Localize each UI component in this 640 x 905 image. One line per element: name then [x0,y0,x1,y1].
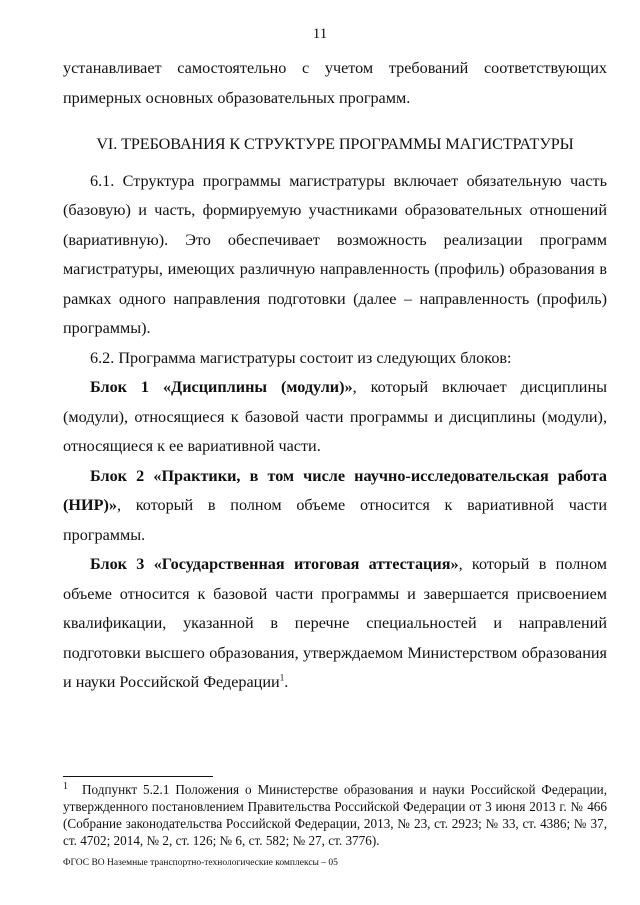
paragraph-block-3: Блок 3 «Государственная итоговая аттестация», который в полном объеме относится к базовой части программы и завершается присвоением квалификации, указанной в перечне специальностей и направлений подготовки высшего образования, утверждаемом Министерством образования и науки Российской Федерации$^1$. [63,555,607,691]
paragraph-block-1 [63,373,607,462]
block-2-text: , который в полном объеме относится к вариативной части программы. [63,496,607,544]
paragraph-block-2 [63,462,607,551]
footnote [63,781,607,849]
paragraph-6-2: 6.2. Программа магистратуры состоит из следующих блоков: [90,348,512,367]
section-heading: VI. ТРЕБОВАНИЯ К СТРУКТУРЕ ПРОГРАММЫ МАГИСТРАТУРЫ [96,135,574,153]
footnote-reference: 1 [279,672,285,683]
footnote-mark: 1 [63,780,68,792]
block-3-text: , который в полном объеме относится к базовой части программы и завершается присвоением квалификации, указанной в перечне специальностей и направлений подготовки высшего образования, утверждаемом Министерством образования и науки Российской Федерации [63,555,607,691]
paragraph-6-1: 6.1. Структура программы магистратуры включает обязательную часть (базовую) и часть, формируемую участниками образовательных отношений (вариативную). Это обеспечивает возможность реализации программ магистратуры, имеющих различную направленность (профиль) образования в рамках одного направления подготовки (далее – направленность (профиль) программы). [63,171,607,337]
document-footer: ФГОС ВО Наземные транспортно-технологические комплексы – 05 [63,858,338,868]
block-1-text: , который включает дисциплины (модули), относящиеся к базовой части программы и дисциплины (модули), относящиеся к ее вариативной части. [63,378,607,455]
block-1-title: Блок 1 «Дисциплины (модули)» [90,378,353,396]
block-3-title: Блок 3 «Государственная итоговая аттестация» [90,555,459,573]
block-2-title: Блок 2 «Практики, в том числе научно-исследовательская работа (НИР)» [63,466,607,514]
paragraph-continuation: устанавливает самостоятельно с учетом требований соответствующих примерных основных образовательных программ. [63,59,607,107]
document-body [63,54,607,698]
footnote-text: Подпункт 5.2.1 Положения о Министерстве образования и науки Российской Федерации, утвержденного постановлением Правительства Российской Федерации от 3 июня 2013 г. № 466 (Собрание законодательства Российской Федерации, 2013, № 23, ст. 2923; № 33, ст. 4386; № 37, ст. 4702; 2014, № 2, ст. 126; № 6, ст. 582; № 27, ст. 3776). [63,782,607,848]
page-number: 11 [312,26,328,42]
footnote-divider [63,776,213,777]
